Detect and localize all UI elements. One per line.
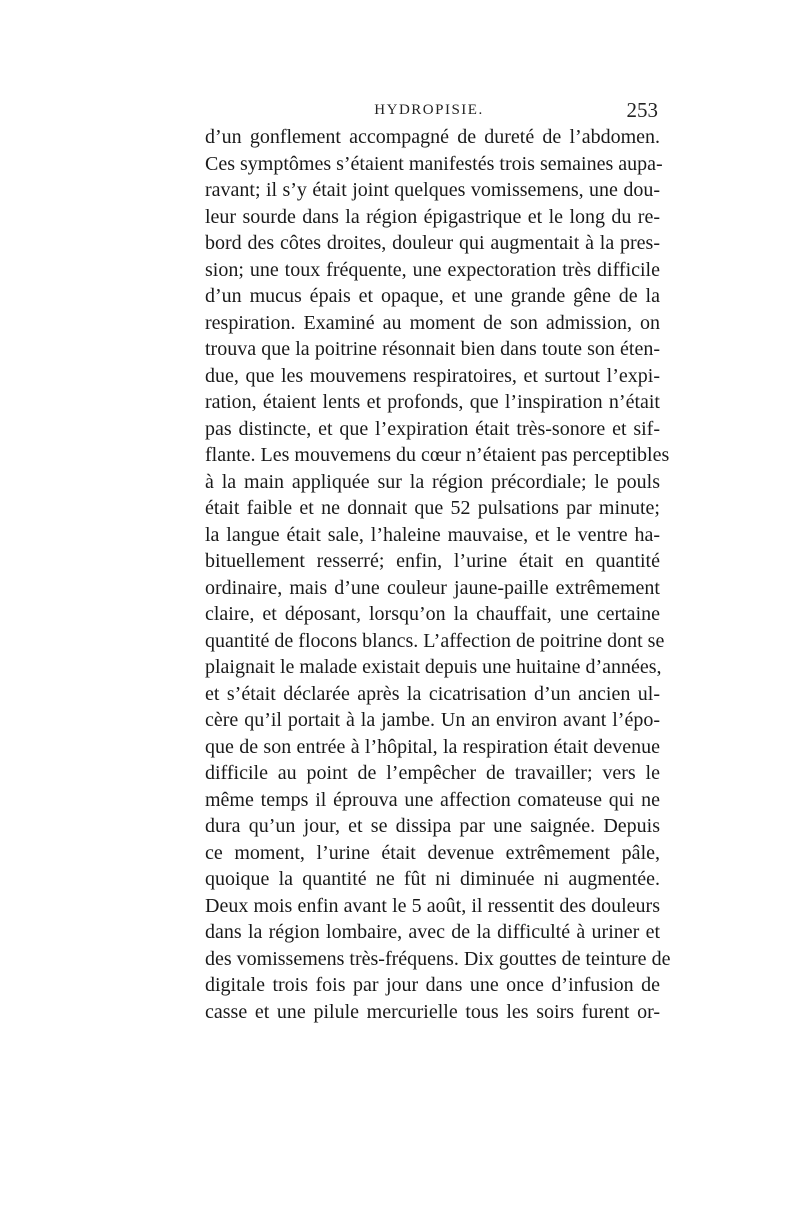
body-text (205, 124, 671, 1025)
text-line: due, que les mouvemens respiratoires, et surtout l’expi- (205, 364, 660, 387)
text-line: la langue était sale, l’haleine mauvaise, et le ventre ha- (205, 523, 660, 546)
text-line: et s’était déclarée après la cicatrisation d’un ancien ul- (205, 682, 660, 705)
text-line: d’un gonflement accompagné de dureté de l’abdomen. (205, 126, 660, 148)
page-number: 253 (626, 98, 658, 122)
text-line: ravant; il s’y était joint quelques vomissemens, une dou- (205, 179, 660, 201)
text-line: quoique la quantité ne fût ni diminuée ni augmentée. (205, 868, 660, 890)
text-line: Ces symptômes s’étaient manifestés trois semaines aupa- (205, 152, 663, 175)
text-line: même temps il éprouva une affection comateuse qui ne (205, 788, 660, 811)
text-line: ce moment, l’urine était devenue extrêmement pâle, (205, 841, 660, 864)
text-line: quantité de flocons blancs. L’affection de poitrine dont se (205, 629, 665, 652)
text-line: cère qu’il portait à la jambe. Un an environ avant l’épo- (205, 709, 660, 731)
running-head (200, 98, 658, 122)
text-line: que de son entrée à l’hôpital, la respiration était devenue (205, 735, 660, 758)
text-line: trouva que la poitrine résonnait bien dans toute son éten- (205, 338, 660, 360)
text-line: Deux mois enfin avant le 5 août, il ressentit des douleurs (205, 894, 660, 917)
text-line: était faible et ne donnait que 52 pulsations par minute; (205, 497, 660, 519)
text-line: sion; une toux fréquente, une expectoration très difficile (205, 258, 660, 281)
text-line: des vomissemens très-fréquens. Dix gouttes de teinture de (205, 947, 671, 970)
text-line: à la main appliquée sur la région précordiale; le pouls (205, 470, 660, 493)
text-line: plaignait le malade existait depuis une huitaine d’années, (205, 656, 662, 678)
text-line: leur sourde dans la région épigastrique et le long du re- (205, 205, 660, 228)
text-line: pas distincte, et que l’expiration était très-sonore et sif- (205, 417, 660, 440)
text-line: difficile au point de l’empêcher de travailler; vers le (205, 762, 660, 784)
text-line: ration, étaient lents et profonds, que l’inspiration n’était (205, 391, 660, 413)
text-line: dans la région lombaire, avec de la difficulté à uriner et (205, 921, 660, 943)
text-line: digitale trois fois par jour dans une once d’infusion de (205, 974, 660, 996)
text-line: d’un mucus épais et opaque, et une grande gêne de la (205, 285, 660, 307)
text-line: bituellement resserré; enfin, l’urine était en quantité (205, 550, 660, 572)
running-title: HYDROPISIE. (374, 102, 484, 118)
text-line: respiration. Examiné au moment de son admission, on (205, 311, 660, 334)
text-line: bord des côtes droites, douleur qui augmentait à la pres- (205, 232, 660, 254)
text-line: ordinaire, mais d’une couleur jaune-paille extrêmement (205, 576, 660, 599)
text-line: dura qu’un jour, et se dissipa par une saignée. Depuis (205, 815, 660, 837)
text-line: flante. Les mouvemens du cœur n’étaient pas perceptibles (205, 444, 670, 466)
text-line: claire, et déposant, lorsqu’on la chauffait, une certaine (205, 603, 660, 625)
text-line: casse et une pilule mercurielle tous les soirs furent or- (205, 1000, 660, 1023)
